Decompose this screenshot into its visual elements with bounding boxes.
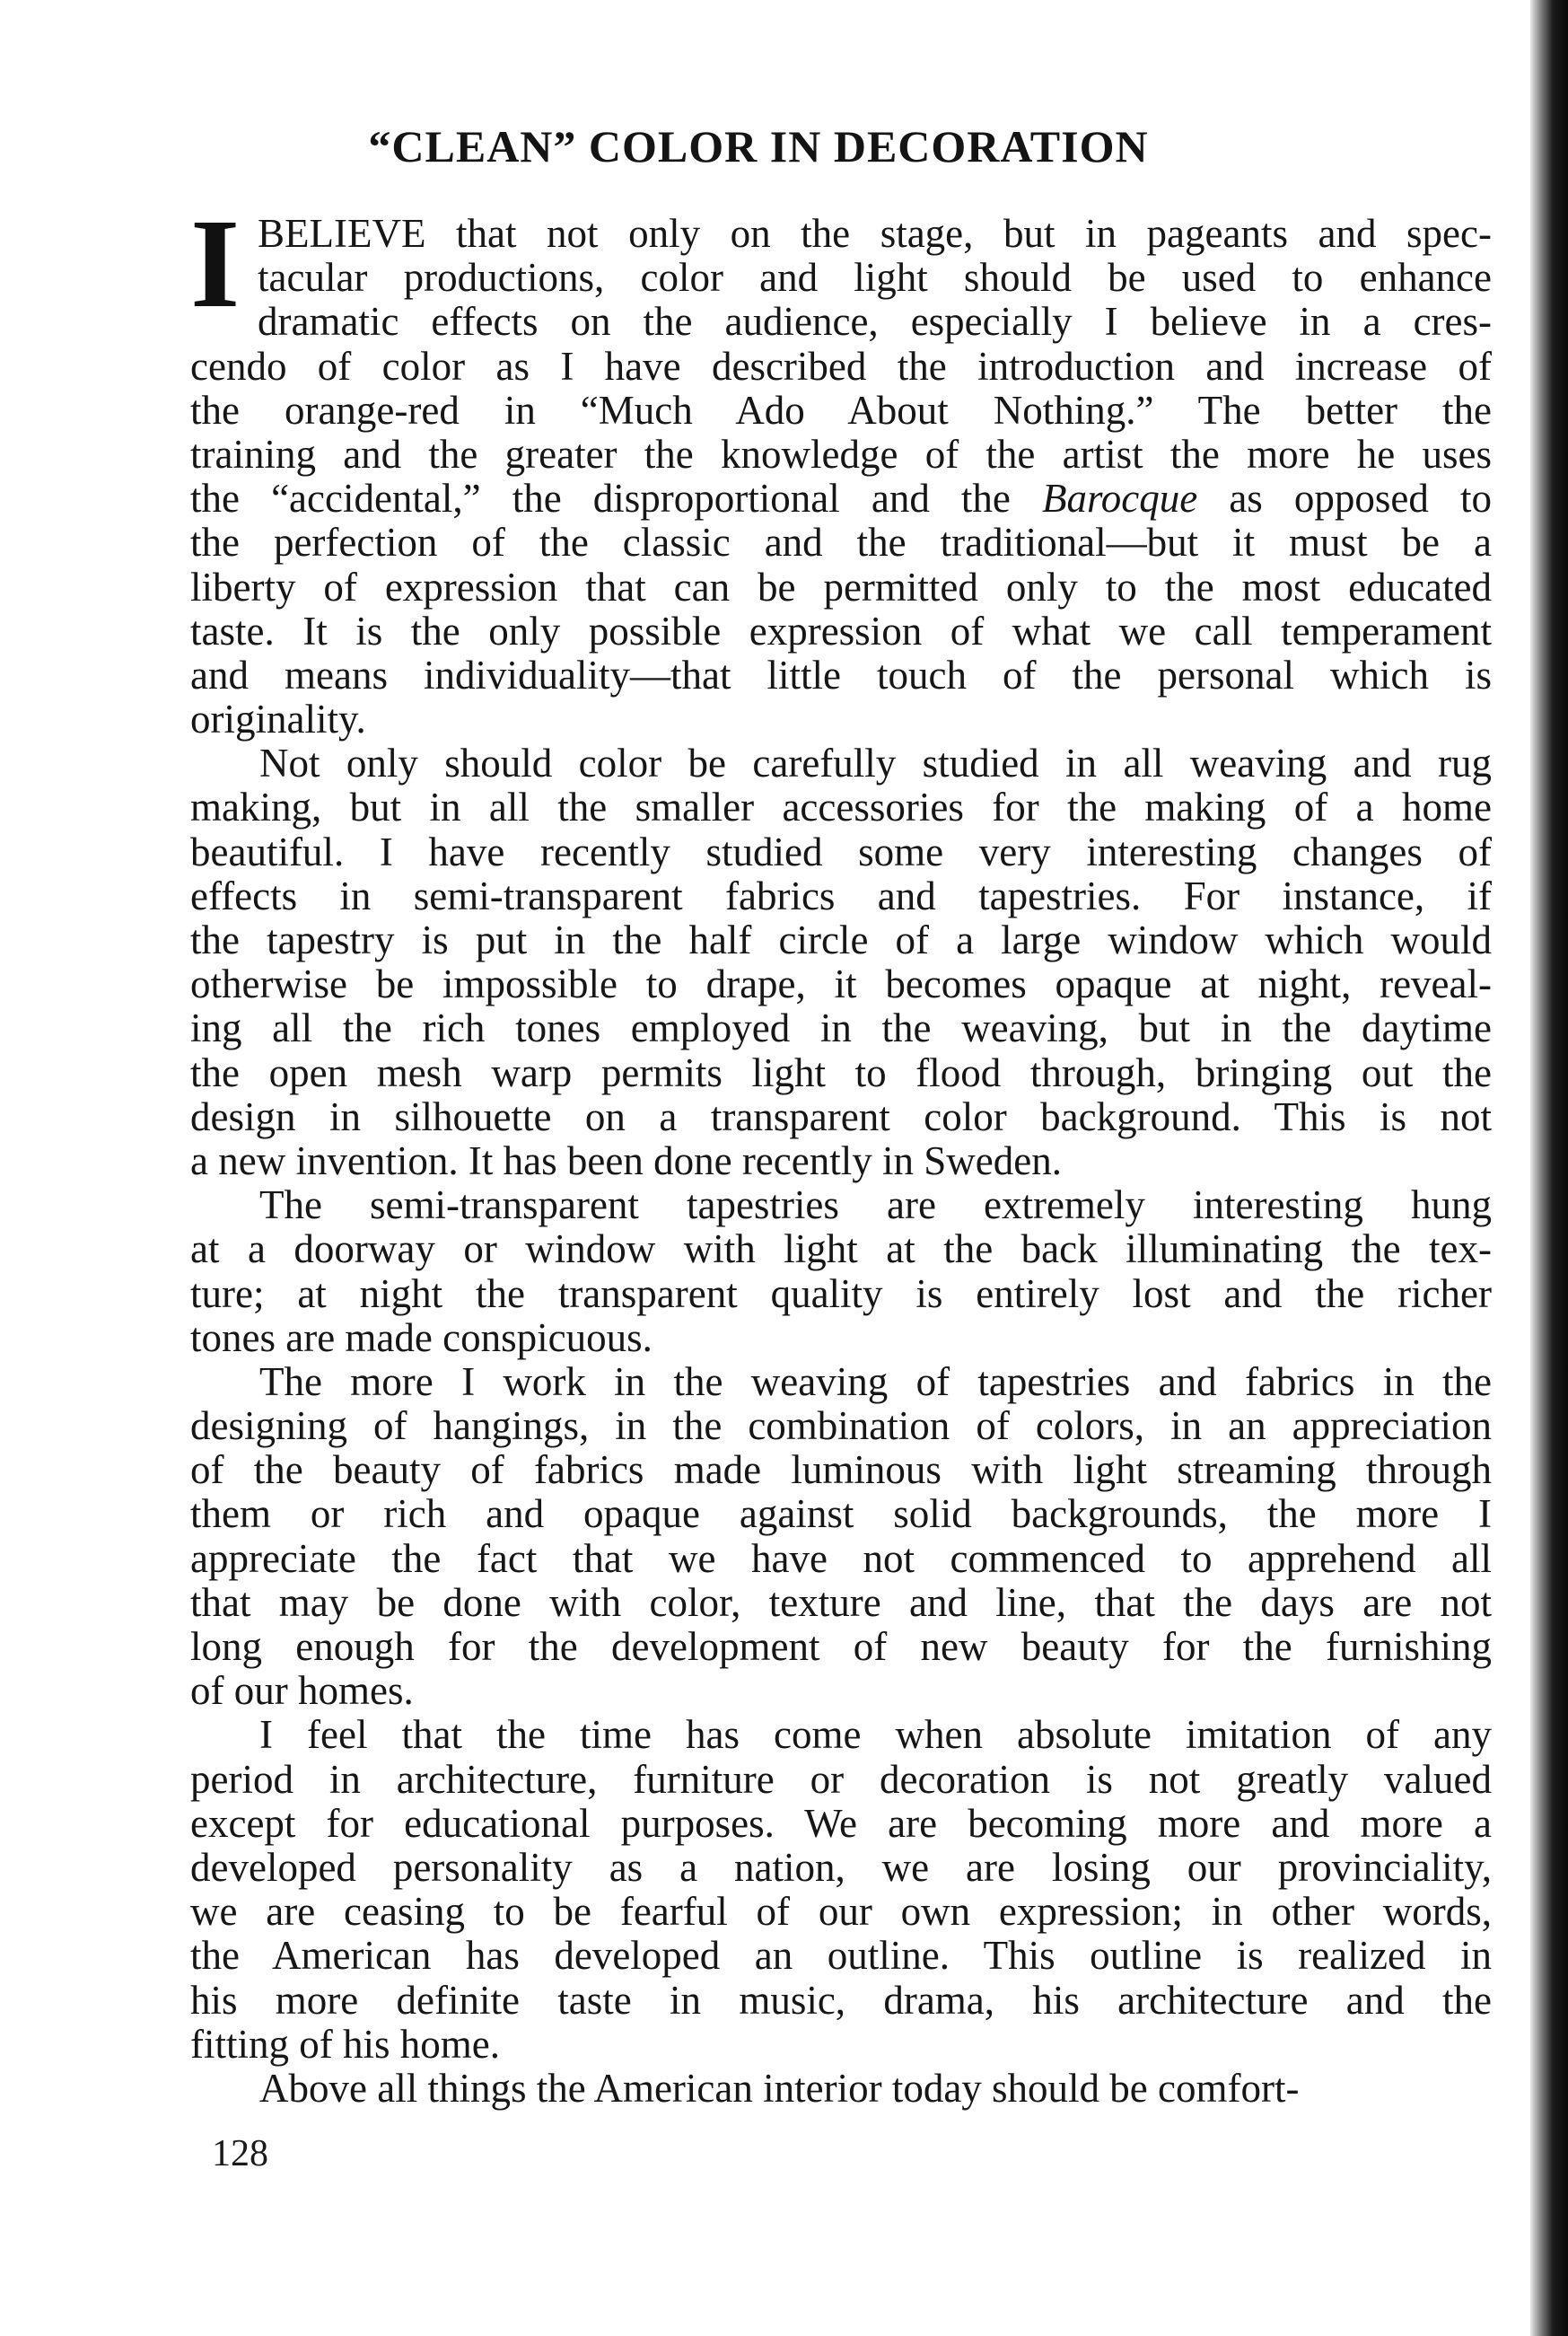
text-line: period in architecture, furniture or decoration is not greatly valued [190, 1756, 1492, 1802]
body-text [190, 192, 1492, 2111]
page-number: 128 [212, 2133, 268, 2174]
text-line: of the beauty of fabrics made luminous with light streaming through [190, 1447, 1492, 1493]
italic-term: Barocque [1041, 476, 1198, 522]
page-title: “CLEAN” COLOR IN DECORATION [368, 121, 1149, 171]
page-edge-shadow [1530, 0, 1568, 2336]
text-line: that may be done with color, texture and line, that the days are not [190, 1579, 1492, 1625]
text-line: and means individuality—that little touch of the personal which is [190, 652, 1492, 698]
paragraph [190, 742, 1492, 1183]
text-line: effects in semi-transparent fabrics and tapestries. For instance, if [190, 873, 1492, 918]
text-line: The semi-transparent tapestries are extremely interesting hung [259, 1182, 1492, 1228]
text-line: beautiful. I have recently studied some very interesting changes of [190, 829, 1492, 874]
text-line: of our homes. [190, 1668, 414, 1714]
text-line: them or rich and opaque against solid backgrounds, the more I [190, 1491, 1492, 1537]
text-line: a new invention. It has been done recently in Sweden. [190, 1137, 1062, 1183]
paragraph [190, 192, 1492, 742]
text-line: fitting of his home. [190, 2021, 500, 2067]
text-line: long enough for the development of new beauty for the furnishing [190, 1624, 1492, 1669]
paragraph [190, 1360, 1492, 1714]
text-line: the perfection of the classic and the traditional—but it must be a [190, 520, 1492, 566]
text-line: tacular productions, color and light should be used to enhance [258, 255, 1492, 301]
text-line: developed personality as a nation, we are losing our provinciality, [190, 1844, 1492, 1890]
text-line: the orange-red in “Much Ado About Nothing.” The better the [190, 387, 1492, 433]
text-line: his more definite taste in music, drama, his architecture and the [190, 1977, 1492, 2023]
text-line: training and the greater the knowledge of the artist the more he uses [190, 431, 1492, 477]
text-line: originality. [190, 697, 366, 742]
text-line: the tapestry is put in the half circle of a large window which would [190, 918, 1492, 962]
text-line: liberty of expression that can be permitted only to the most educated [190, 564, 1492, 610]
text-line: the American has developed an outline. This outline is realized in [190, 1933, 1492, 1979]
paragraph [190, 1183, 1492, 1360]
paragraph [190, 2067, 1492, 2111]
text-line: designing of hangings, in the combination of colors, in an appreciation [190, 1403, 1492, 1449]
text-line: cendo of color as I have described the introduction and increase of [190, 343, 1492, 389]
text-line: taste. It is the only possible expression of what we call temperament [190, 608, 1492, 654]
text-line: we are ceasing to be fearful of our own expression; in other words, [190, 1889, 1492, 1935]
drop-cap: I [190, 192, 241, 334]
text-line: design in silhouette on a transparent color background. This is not [190, 1093, 1492, 1139]
text-line: Above all things the American interior today should be comfort- [259, 2065, 1300, 2111]
text-line: appreciate the fact that we have not commenced to apprehend all [190, 1535, 1492, 1581]
text-line: BELIEVE that not only on the stage, but in pageants and spec- [258, 211, 1492, 256]
text-line: ing all the rich tones employed in the weaving, but in the daytime [190, 1006, 1492, 1051]
text-line: making, but in all the smaller accessories for the making of a home [190, 785, 1492, 830]
text-line: except for educational purposes. We are becoming more and more a [190, 1800, 1492, 1846]
text-line: the “accidental,” the disproportional and the Barocque as opposed to [190, 476, 1492, 522]
text-line: at a doorway or window with light at the back illuminating the tex- [190, 1226, 1492, 1272]
text-line: dramatic effects on the audience, especially I believe in a cres- [258, 299, 1492, 345]
text-line: Not only should color be carefully studied in all weaving and rug [259, 741, 1492, 786]
text-line: ture; at night the transparent quality is entirely lost and the richer [190, 1270, 1492, 1316]
paragraph [190, 1713, 1492, 2067]
text-line: The more I work in the weaving of tapestries and fabrics in the [259, 1358, 1492, 1404]
text-line: tones are made conspicuous. [190, 1314, 653, 1360]
text-line: otherwise be impossible to drape, it becomes opaque at night, reveal- [190, 962, 1492, 1007]
text-line: I feel that the time has come when absolute imitation of any [259, 1712, 1492, 1758]
text-line: the open mesh warp permits light to flood through, bringing out the [190, 1049, 1492, 1095]
